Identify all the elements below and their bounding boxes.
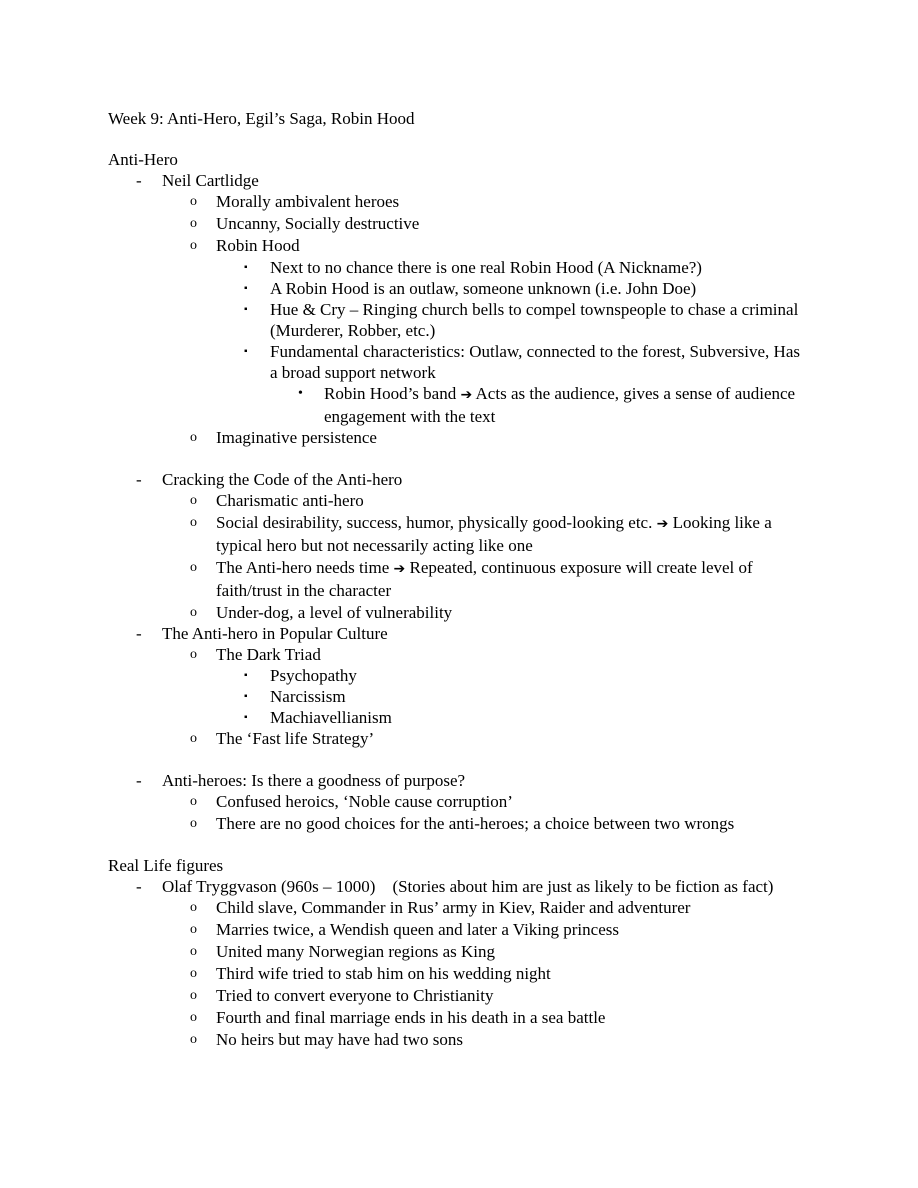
arrow-right-icon: ➔ [656,516,669,532]
circle-bullet: o [190,900,197,915]
list-item: o Under-dog, a level of vulnerability [190,603,453,622]
list-item: ▪ A Robin Hood is an outlaw, someone unknown (i.e. John Doe) [244,279,697,298]
dash-bullet: - [136,877,142,896]
circle-bullet: o [190,560,197,575]
circle-bullet: o [190,493,197,508]
circle-bullet: o [190,515,197,530]
circle-bullet: o [190,1010,197,1025]
list-item: ▪ Hue & Cry – Ringing church bells to compel townspeople to chase a criminal (Murderer, Robber, etc.) [244,300,799,340]
square-bullet: ▪ [244,670,248,681]
list-item: o Third wife tried to stab him on his wedding night [190,964,551,983]
dot-bullet: • [298,386,303,401]
list-item: ▪ Psychopathy [244,666,357,685]
circle-bullet: o [190,216,197,231]
list-item: o Tried to convert everyone to Christianity [190,986,494,1005]
dash-bullet: - [136,470,142,489]
list-item: o Marries twice, a Wendish queen and later a Viking princess [190,920,619,939]
list-item: o No heirs but may have had two sons [190,1030,463,1049]
list-item: ▪ Next to no chance there is one real Robin Hood (A Nickname?) [244,258,702,277]
list-item: o Social desirability, success, humor, physically good-looking etc. ➔ Looking like a typical hero but not necessarily acting like one [190,513,772,555]
square-bullet: ▪ [244,262,248,273]
list-item: - Cracking the Code of the Anti-hero [136,470,403,489]
document-page [108,108,808,1050]
circle-bullet: o [190,647,197,662]
list-item: ▪ Narcissism [244,687,346,706]
square-bullet: ▪ [244,712,248,723]
square-bullet: ▪ [244,304,248,315]
list-item: o Robin Hood [190,236,300,255]
list-item: o Uncanny, Socially destructive [190,214,420,233]
list-item: o Child slave, Commander in Rus’ army in Kiev, Raider and adventurer [190,898,691,917]
list-item: o Fourth and final marriage ends in his death in a sea battle [190,1008,606,1027]
circle-bullet: o [190,731,197,746]
list-item: - The Anti-hero in Popular Culture [136,624,388,643]
arrow-right-icon: ➔ [460,387,473,403]
list-item: - Neil Cartlidge [136,171,259,190]
dash-bullet: - [136,171,142,190]
circle-bullet: o [190,794,197,809]
circle-bullet: o [190,944,197,959]
blank-line [108,834,808,855]
dash-bullet: - [136,771,142,790]
list-item: - Olaf Tryggvason (960s – 1000) (Stories about him are just as likely to be fiction as fact) [136,877,774,896]
circle-bullet: o [190,194,197,209]
circle-bullet: o [190,966,197,981]
list-item: o There are no good choices for the anti-heroes; a choice between two wrongs [190,814,735,833]
list-item: o Morally ambivalent heroes [190,192,400,211]
circle-bullet: o [190,988,197,1003]
square-bullet: ▪ [244,346,248,357]
circle-bullet: o [190,922,197,937]
list-item: ▪ Machiavellianism [244,708,392,727]
list-item: o Charismatic anti-hero [190,491,364,510]
list-item: o Imaginative persistence [190,428,377,447]
document-title: Week 9: Anti-Hero, Egil’s Saga, Robin Hood [108,109,415,128]
list-item: o United many Norwegian regions as King [190,942,496,961]
circle-bullet: o [190,605,197,620]
list-item: o The ‘Fast life Strategy’ [190,729,375,748]
blank-line [108,749,808,770]
list-item: o The Dark Triad [190,645,321,664]
list-item: - Anti-heroes: Is there a goodness of purpose? [136,771,466,790]
list-item: o The Anti-hero needs time ➔ Repeated, continuous exposure will create level of faith/trust in the character [190,558,753,600]
square-bullet: ▪ [244,691,248,702]
list-item: ▪ Fundamental characteristics: Outlaw, connected to the forest, Subversive, Has a broad support network [244,342,800,382]
blank-line [108,448,808,469]
dash-bullet: - [136,624,142,643]
list-item: o Confused heroics, ‘Noble cause corruption’ [190,792,513,811]
circle-bullet: o [190,430,197,445]
circle-bullet: o [190,238,197,253]
list-item: • Robin Hood’s band ➔ Acts as the audience, gives a sense of audience engagement with the text [298,384,796,426]
section-heading-anti-hero: Anti-Hero [108,150,178,169]
circle-bullet: o [190,1032,197,1047]
section-heading-real-life: Real Life figures [108,856,224,875]
circle-bullet: o [190,816,197,831]
arrow-right-icon: ➔ [393,561,406,577]
square-bullet: ▪ [244,283,248,294]
